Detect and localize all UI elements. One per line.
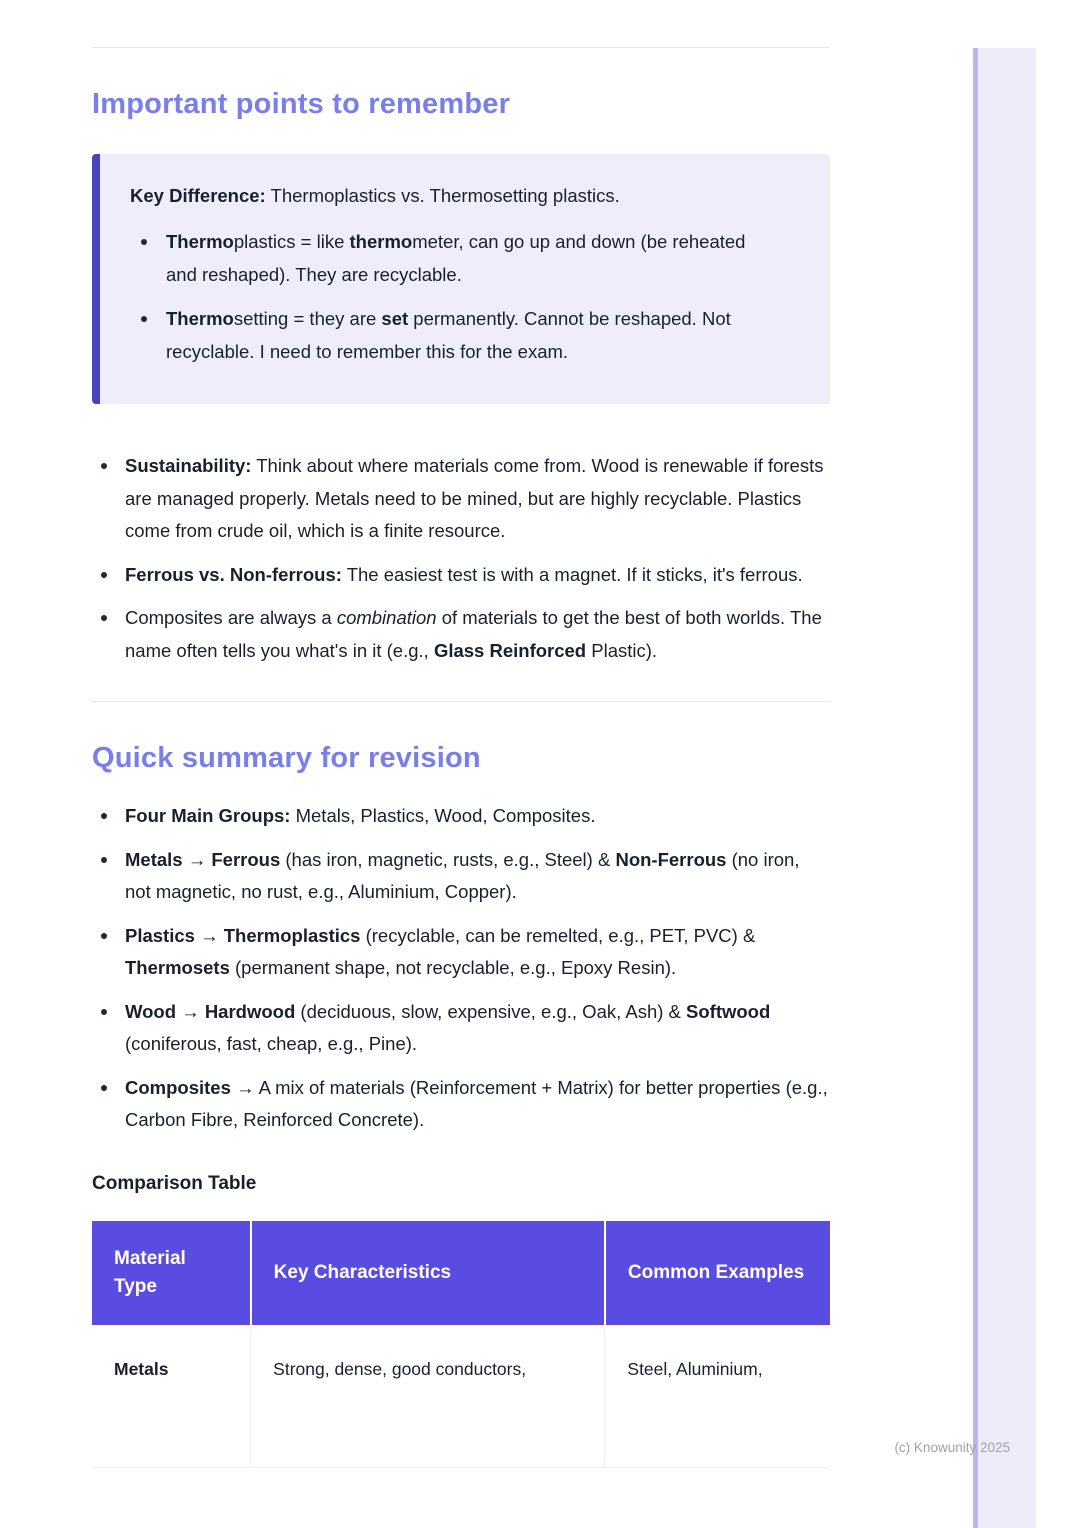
callout-bullet-list	[130, 226, 775, 368]
bullet-wood: Wood → Hardwood (deciduous, slow, expensive, e.g., Oak, Ash) & Softwood (coniferous, fast, cheap, e.g., Pine).	[92, 996, 830, 1061]
comparison-table-header	[92, 1221, 830, 1326]
table-row-metals	[92, 1326, 830, 1468]
table-header-key-characteristics: Key Characteristics	[251, 1221, 605, 1326]
comparison-table-caption: Comparison Table	[92, 1172, 257, 1194]
table-cell-material: Metals	[92, 1326, 251, 1468]
table-cell-examples: Steel, Aluminium,	[605, 1326, 830, 1468]
bullet-sustainability: Sustainability: Think about where materials come from. Wood is renewable if forests are managed properly. Metals need to be mined, but are highly recyclable. Plastics come from crude oil, which is a finite resource.	[92, 450, 830, 548]
bullet-composites-mix: Composites → A mix of materials (Reinforcement + Matrix) for better properties (e.g., Carbon Fibre, Reinforced Concrete).	[92, 1072, 830, 1137]
section-divider	[92, 701, 830, 702]
callout-bullet-thermosetting: Thermosetting = they are set permanently. Cannot be reshaped. Not recyclable. I need to remember this for the exam.	[130, 303, 775, 368]
callout-bullet-thermoplastics: Thermoplastics = like thermometer, can go up and down (be reheated and reshaped). They are recyclable.	[130, 226, 775, 291]
key-difference-callout	[92, 154, 830, 404]
table-header-common-examples: Common Examples	[605, 1221, 830, 1326]
watermark: (c) Knowunity 2025	[894, 1440, 1010, 1455]
top-divider	[92, 47, 830, 48]
bullet-plastics: Plastics → Thermoplastics (recyclable, can be remelted, e.g., PET, PVC) & Thermosets (permanent shape, not recyclable, e.g., Epoxy Resin).	[92, 920, 830, 985]
bullet-metals: Metals → Ferrous (has iron, magnetic, rusts, e.g., Steel) & Non-Ferrous (no iron, not magnetic, no rust, e.g., Aluminium, Copper).	[92, 844, 830, 909]
table-header-material-type: Material Type	[92, 1221, 251, 1326]
quick-summary-list	[92, 800, 830, 1137]
document-content	[92, 0, 830, 1468]
scrollbar-track[interactable]	[978, 48, 1036, 1528]
bullet-composites: Composites are always a combination of materials to get the best of both worlds. The name often tells you what's in it (e.g., Glass Reinforced Plastic).	[92, 602, 830, 667]
table-cell-characteristics: Strong, dense, good conductors,	[251, 1326, 605, 1468]
bullet-four-main-groups: Four Main Groups: Metals, Plastics, Wood, Composites.	[92, 800, 830, 833]
callout-intro: Key Difference: Thermoplastics vs. Thermosetting plastics.	[130, 185, 620, 206]
section-title-quick-summary: Quick summary for revision	[92, 742, 481, 774]
table-header-row	[92, 1221, 830, 1326]
comparison-table	[92, 1221, 830, 1468]
bullet-ferrous-test: Ferrous vs. Non-ferrous: The easiest test is with a magnet. If it sticks, it's ferrous.	[92, 559, 830, 592]
section-title-important-points: Important points to remember	[92, 88, 511, 120]
comparison-table-body	[92, 1326, 830, 1468]
important-points-list	[92, 450, 830, 667]
